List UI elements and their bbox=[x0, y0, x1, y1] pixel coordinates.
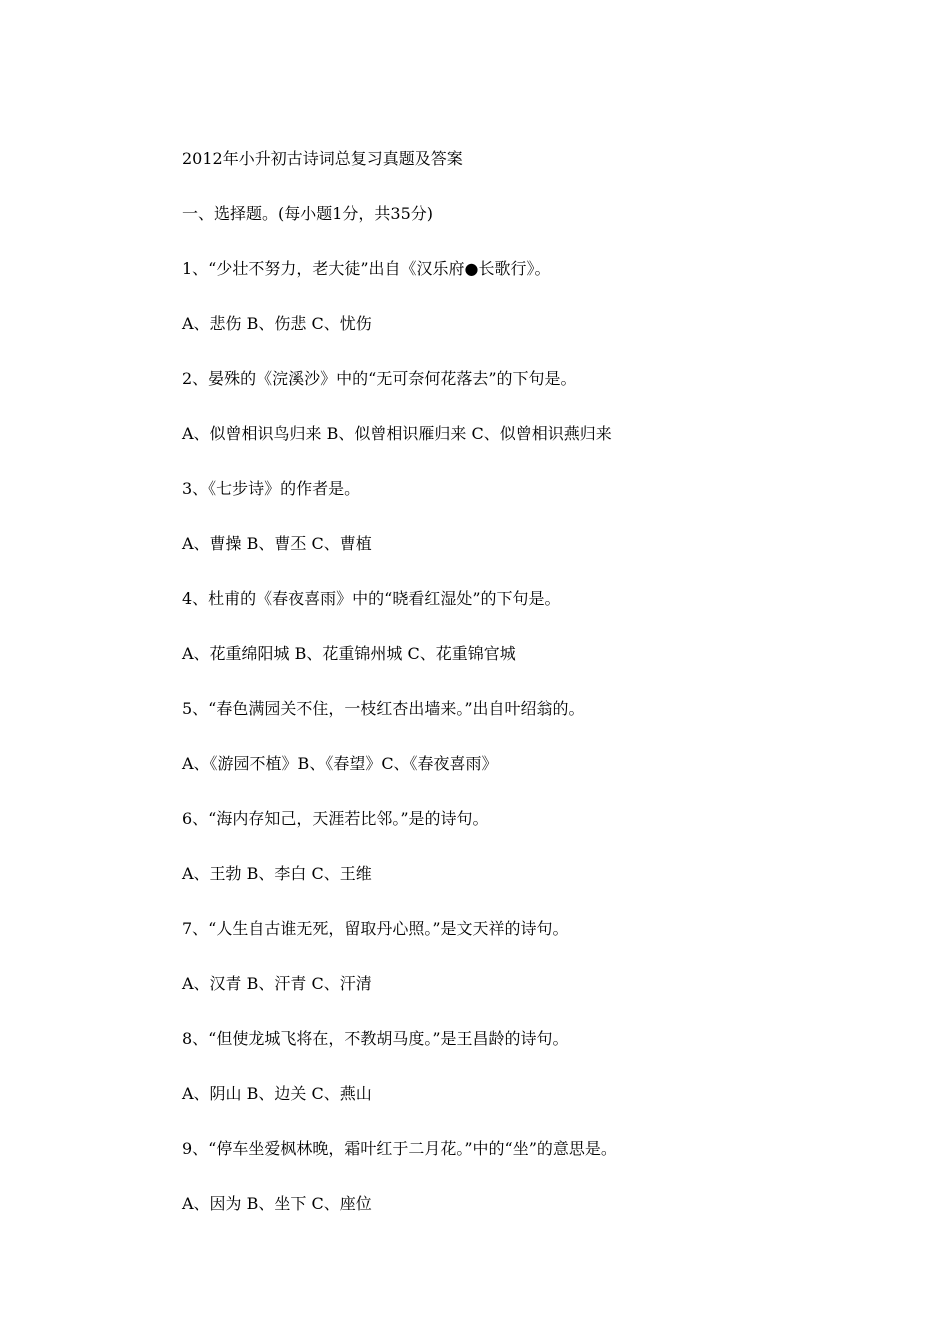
document-title: 2012年小升初古诗词总复习真题及答案 bbox=[182, 149, 463, 168]
question-6: 6、“海内存知己，天涯若比邻。”是的诗句。 bbox=[182, 809, 489, 828]
question-4: 4、杜甫的《春夜喜雨》中的“晓看红湿处”的下句是。 bbox=[182, 589, 561, 608]
question-2: 2、晏殊的《浣溪沙》中的“无可奈何花落去”的下句是。 bbox=[182, 369, 577, 388]
question-8-options: A、阴山 B、边关 C、燕山 bbox=[182, 1084, 372, 1103]
question-7: 7、“人生自古谁无死，留取丹心照。”是文天祥的诗句。 bbox=[182, 919, 569, 938]
question-8: 8、“但使龙城飞将在，不教胡马度。”是王昌龄的诗句。 bbox=[182, 1029, 569, 1048]
question-3: 3、《七步诗》的作者是。 bbox=[182, 479, 361, 498]
section-heading: 一、选择题。(每小题1分，共35分) bbox=[182, 204, 434, 223]
question-5-options: A、《游园不植》B、《春望》C、《春夜喜雨》 bbox=[182, 754, 498, 773]
question-9: 9、“停车坐爱枫林晚，霜叶红于二月花。”中的“坐”的意思是。 bbox=[182, 1139, 617, 1158]
question-4-options: A、花重绵阳城 B、花重锦州城 C、花重锦官城 bbox=[182, 644, 516, 663]
question-3-options: A、曹操 B、曹丕 C、曹植 bbox=[182, 534, 372, 553]
question-1: 1、“少壮不努力，老大徒”出自《汉乐府●长歌行》。 bbox=[182, 259, 551, 278]
question-1-options: A、悲伤 B、伤悲 C、忧伤 bbox=[182, 314, 372, 333]
question-2-options: A、似曾相识鸟归来 B、似曾相识雁归来 C、似曾相识燕归来 bbox=[182, 424, 612, 443]
question-6-options: A、王勃 B、李白 C、王维 bbox=[182, 864, 372, 883]
question-5: 5、“春色满园关不住，一枝红杏出墙来。”出自叶绍翁的。 bbox=[182, 699, 585, 718]
question-7-options: A、汉青 B、汗青 C、汗清 bbox=[182, 974, 372, 993]
question-9-options: A、因为 B、坐下 C、座位 bbox=[182, 1194, 372, 1213]
